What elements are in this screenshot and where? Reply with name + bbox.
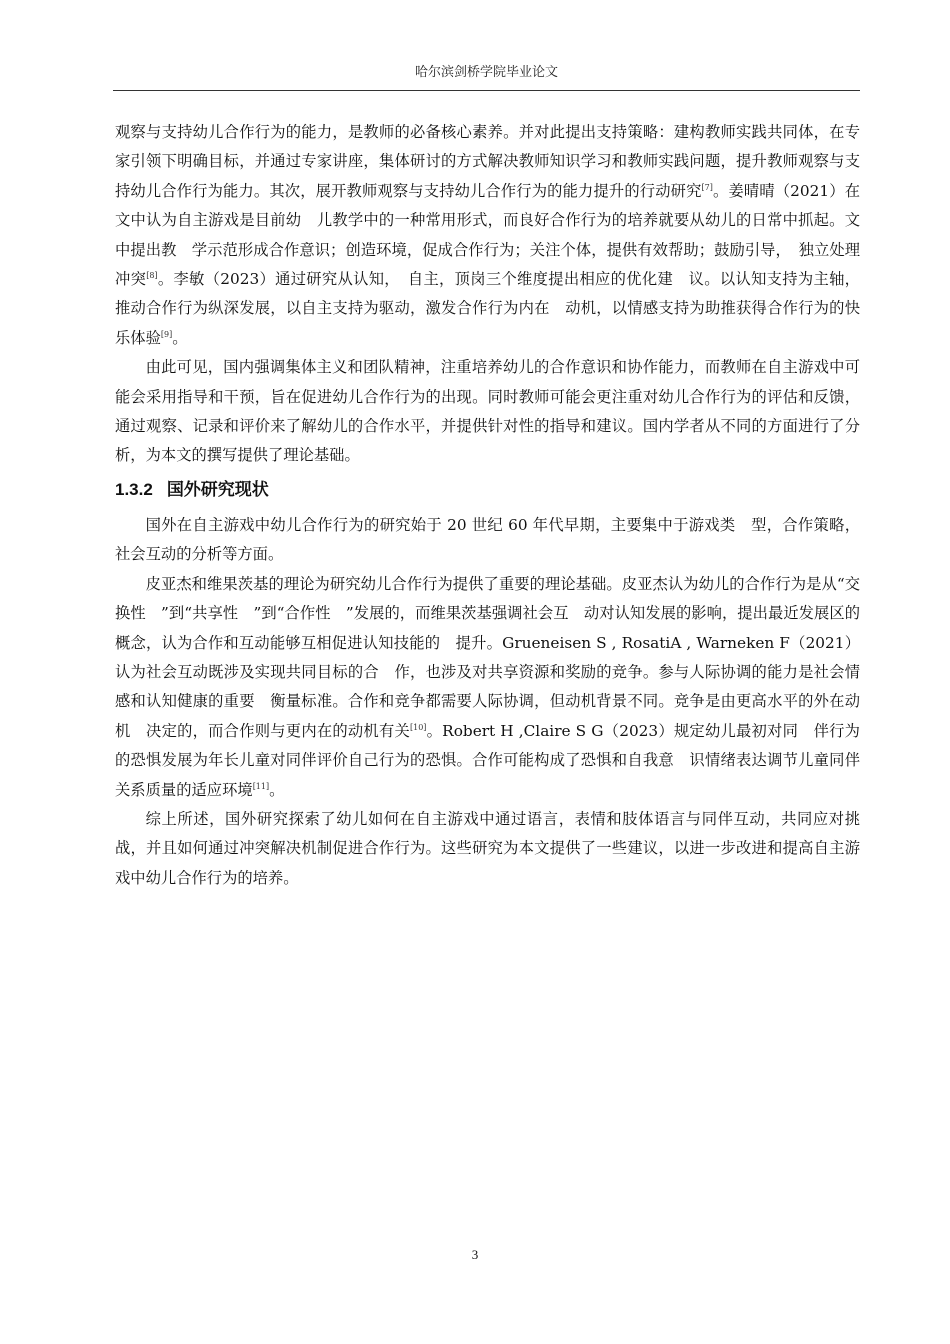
paragraph-piaget-vygotsky: 皮亚杰和维果茨基的理论为研究幼儿合作行为提供了重要的理论基础。皮亚杰认为幼儿的合作行为是从“交换性 ”到“共享性 ”到“合作性 ”发展的，而维果茨基强调社会互 动对认知发展的影响，提出最近发展区的概念，认为合作和互动能够互相促进认知技能的 提升。Grueneisen S , RosatiA , Warneken F（2021）认为社会互动既涉及实现共同目标的合 作，也涉及对共享资源和奖励的竞争。参与人际协调的能力是社会情感和认知健康的重要 衡量标准。合作和竞争都需要人际协调，但动机背景不同。竞争是由更高水平的外在动机 决定的，而合作则与更内在的动机有关[10]。Robert H ,Claire S G（2023）规定幼儿最初对同 伴行为的恐惧发展为年长儿童对同伴评价自己行为的恐惧。合作可能构成了恐惧和自我意 识情绪表达调节儿童同伴关系质量的适应环境[11]。 [115,574,860,799]
citation-10: [10] [410,722,427,732]
page-number: 3 [471,1247,479,1262]
citation-11: [11] [252,781,270,791]
paragraph-domestic-studies-continued: 观察与支持幼儿合作行为的能力，是教师的必备核心素养。并对此提出支持策略：建构教师实践共同体，在专家引领下明确目标，并通过专家讲座，集体研讨的方式解决教师知识学习和教师实践问题，提升教师观察与支持幼儿合作行为能力。其次，展开教师观察与支持幼儿合作行为的能力提升的行动研究[7]。姜晴晴（2021）在文中认为自主游戏是目前幼 儿教学中的一种常用形式，而良好合作行为的培养就要从幼儿的日常中抓起。文中提出教 学示范形成合作意识；创造环境，促成合作行为；关注个体，提供有效帮助；鼓励引导， 独立处理冲突[8]。李敏（2023）通过研究从认知， 自主，顶岗三个维度提出相应的优化建 议。以认知支持为主轴，推动合作行为纵深发展，以自主支持为驱动，激发合作行为内在 动机，以情感支持为助推获得合作行为的快乐体验[9]。 [115,123,860,347]
document-body [115,118,860,893]
section-number: 1.3.2 [115,479,153,499]
section-title: 国外研究现状 [166,479,269,500]
page-header [113,62,860,91]
paragraph-foreign-intro: 国外在自主游戏中幼儿合作行为的研究始于 20 世纪 60 年代早期，主要集中于游戏类 型，合作策略，社会互动的分析等方面。 [115,515,860,564]
section-heading [115,475,860,505]
paragraph-domestic-summary: 由此可见，国内强调集体主义和团队精神，注重培养幼儿的合作意识和协作能力，而教师在自主游戏中可能会采用指导和干预，旨在促进幼儿合作行为的出现。同时教师可能会更注重对幼儿合作行为的评估和反馈，通过观察、记录和评价来了解幼儿的合作水平，并提供针对性的指导和建议。国内学者从不同的方面进行了分析，为本文的撰写提供了理论基础。 [115,358,860,465]
paragraph-foreign-summary: 综上所述，国外研究探索了幼儿如何在自主游戏中通过语言，表情和肢体语言与同伴互动，共同应对挑战，并且如何通过冲突解决机制促进合作行为。这些研究为本文提供了一些建议，以进一步改进和提高自主游戏中幼儿合作行为的培养。 [115,809,860,887]
citation-8: [8] [146,270,158,280]
citation-7: [7] [701,182,713,192]
header-title: 哈尔滨剑桥学院毕业论文 [414,65,558,80]
citation-9: [9] [160,329,173,339]
